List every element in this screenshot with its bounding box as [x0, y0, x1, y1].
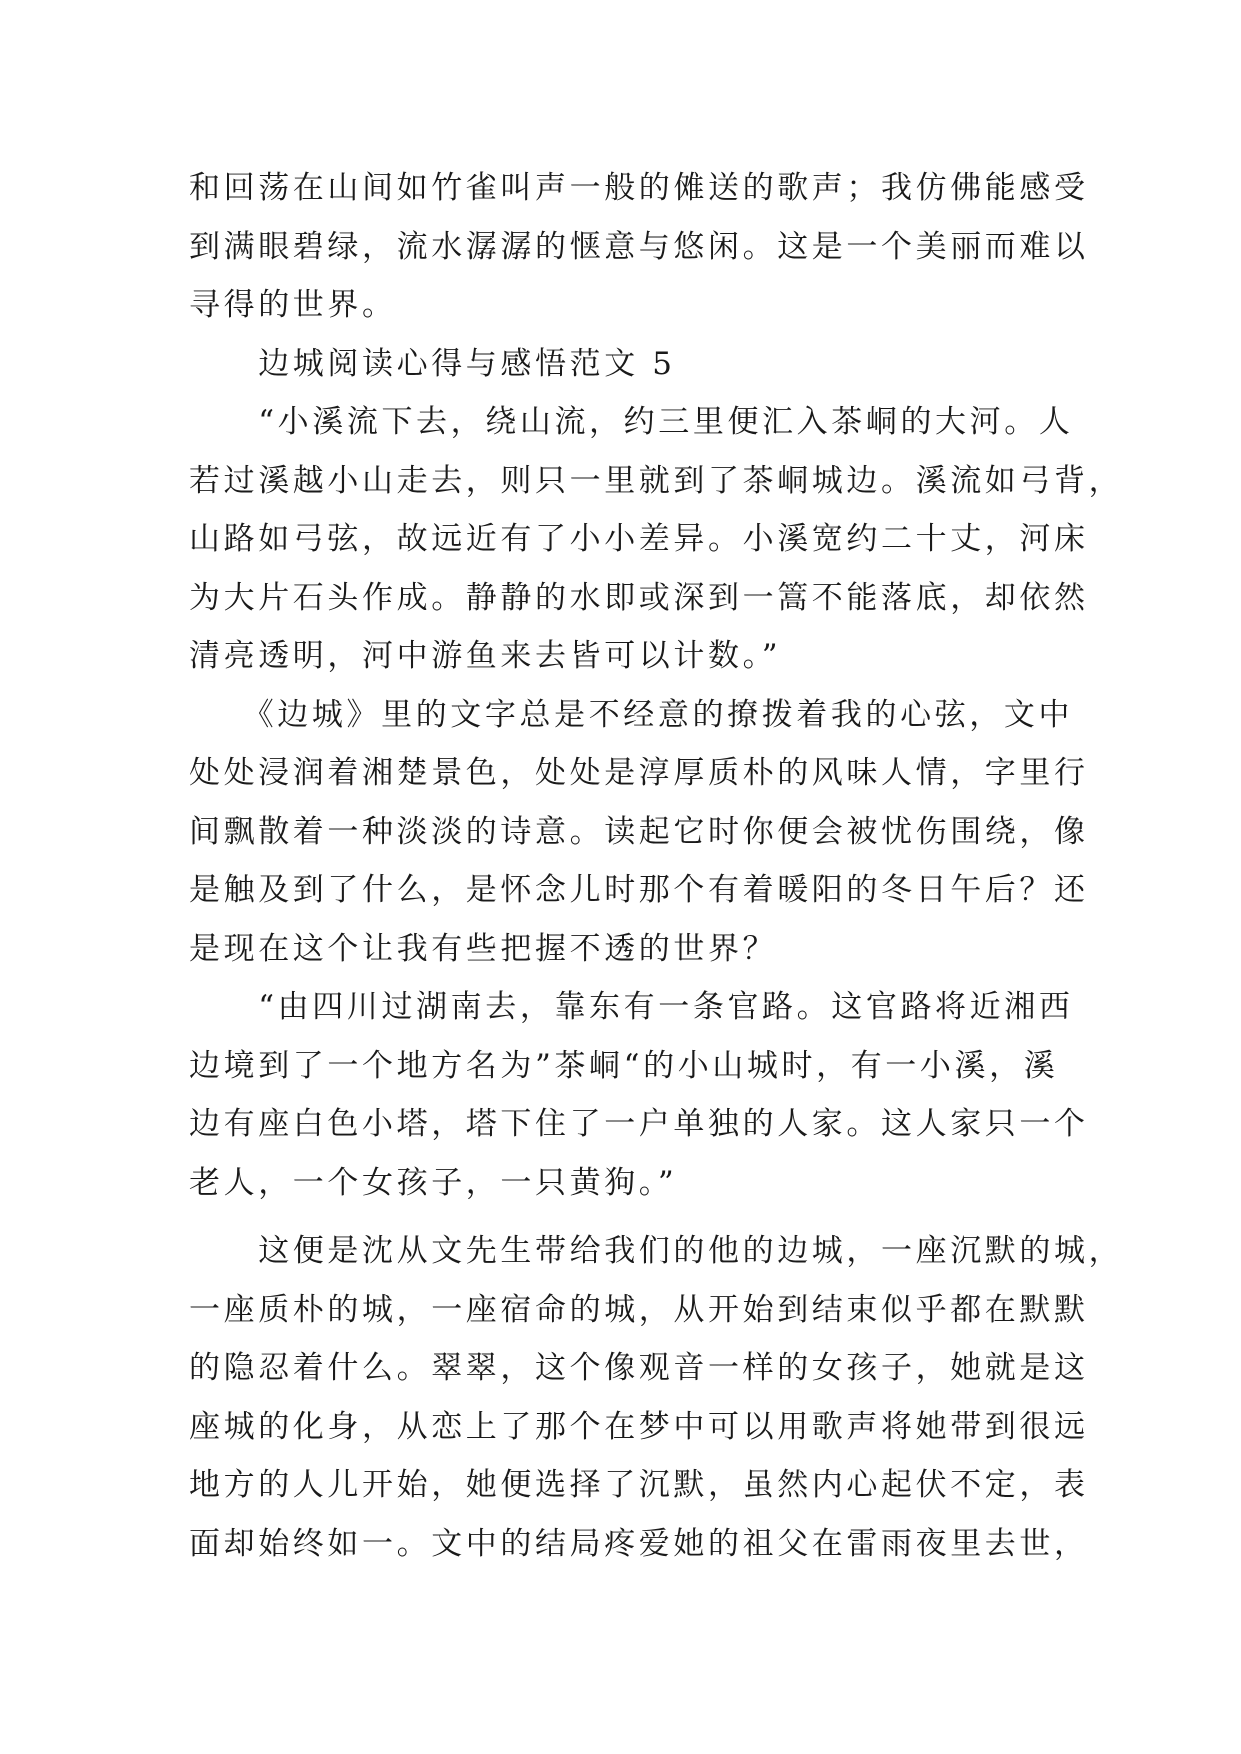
- text-line: 的隐忍着什么。翠翠，这个像观音一样的女孩子，她就是这: [189, 1350, 1089, 1386]
- text-line: 《边城》里的文字总是不经意的撩拨着我的心弦，文中: [189, 696, 1074, 733]
- text-line: 山路如弓弦，故远近有了小小差异。小溪宽约二十丈，河床: [189, 521, 1089, 557]
- text-line: 是现在这个让我有些把握不透的世界？: [189, 930, 778, 967]
- text-line: 间飘散着一种淡淡的诗意。读起它时你便会被忧伤围绕，像: [189, 813, 1089, 850]
- text-line: “由四川过湖南去，靠东有一条官路。这官路将近湘西: [189, 989, 1074, 1025]
- text-line: 处处浸润着湘楚景色，处处是淳厚质朴的风味人情，字里行: [189, 755, 1089, 791]
- text-line: 寻得的世界。: [189, 287, 397, 323]
- text-line: 面却始终如一。文中的结局疼爱她的祖父在雷雨夜里去世，: [189, 1525, 1089, 1562]
- text-line: 若过溪越小山走去，则只一里就到了茶峒城边。溪流如弓背，: [189, 462, 1124, 499]
- section-heading: 边城阅读心得与感悟范文 5: [189, 345, 676, 382]
- text-line: 老人，一个女孩子，一只黄狗。”: [189, 1164, 678, 1201]
- text-line: 这便是沈从文先生带给我们的他的边城，一座沉默的城，: [189, 1233, 1124, 1269]
- text-line: 和回荡在山间如竹雀叫声一般的傩送的歌声；我仿佛能感受: [189, 170, 1089, 206]
- text-line: 边有座白色小塔，塔下住了一户单独的人家。这人家只一个: [189, 1106, 1089, 1142]
- text-line: 清亮透明，河中游鱼来去皆可以计数。”: [189, 638, 782, 674]
- text-line: 一座质朴的城，一座宿命的城，从开始到结束似乎都在默默: [189, 1291, 1089, 1328]
- text-line: 是触及到了什么，是怀念儿时那个有着暖阳的冬日午后？还: [189, 872, 1089, 908]
- text-line: 为大片石头作成。静静的水即或深到一篙不能落底，却依然: [189, 579, 1089, 616]
- text-line: 座城的化身，从恋上了那个在梦中可以用歌声将她带到很远: [189, 1408, 1089, 1445]
- text-line: “小溪流下去，绕山流，约三里便汇入茶峒的大河。人: [189, 404, 1074, 440]
- text-line: 边境到了一个地方名为”茶峒“的小山城时，有一小溪，溪: [189, 1047, 1059, 1084]
- document-body: [189, 159, 1124, 1573]
- text-line: 地方的人儿开始，她便选择了沉默，虽然内心起伏不定，表: [189, 1467, 1089, 1503]
- text-line: 到满眼碧绿，流水潺潺的惬意与悠闲。这是一个美丽而难以: [189, 228, 1089, 265]
